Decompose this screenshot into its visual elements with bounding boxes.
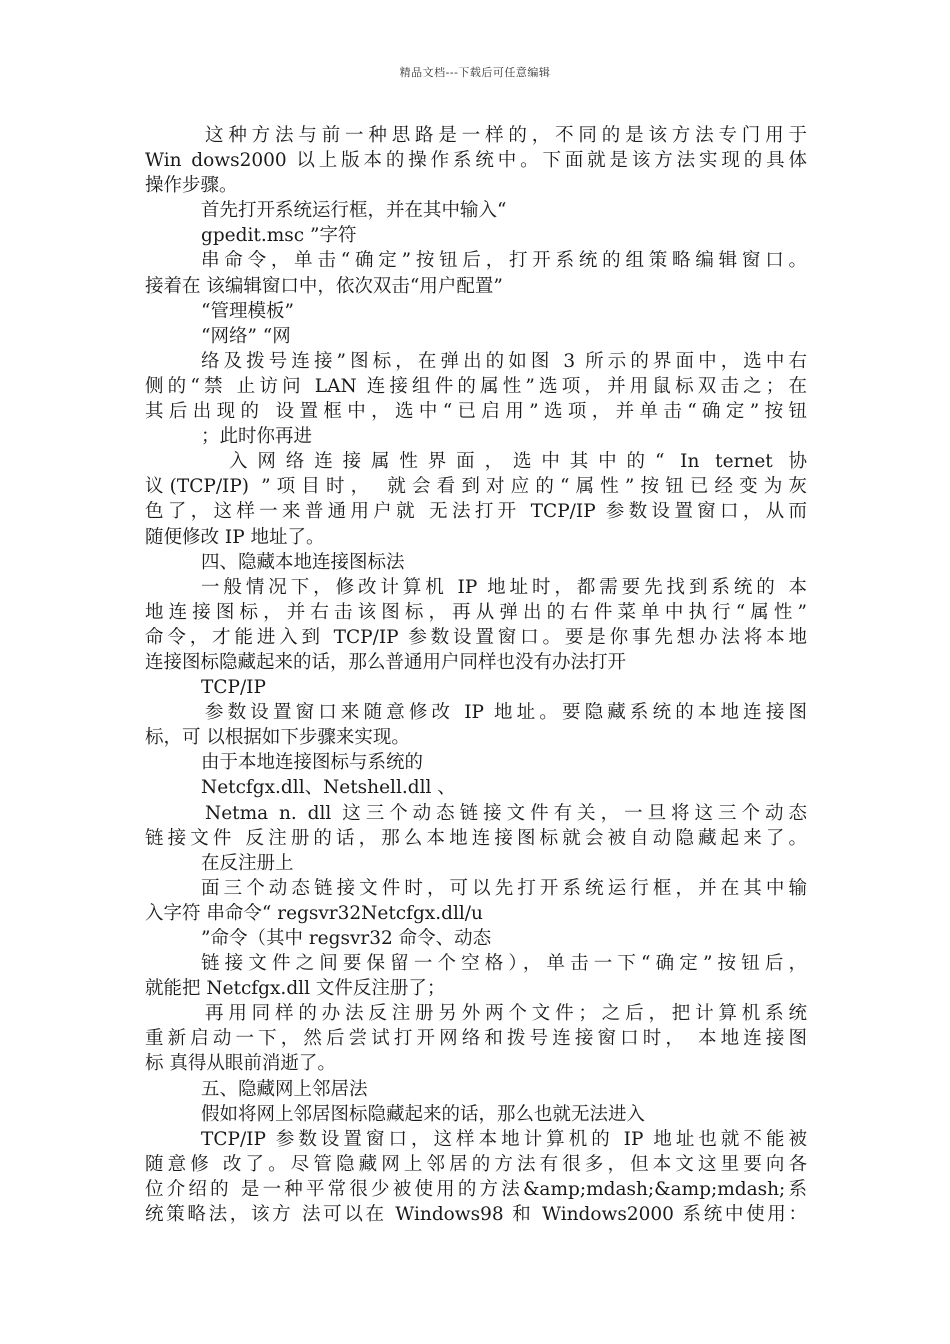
text-line: 在反注册上 [201, 852, 294, 874]
text-line: Netma n. dll 这三个动态链接文件有关，一旦将这三个动态 [205, 802, 807, 824]
text-line: “网络” “网 [201, 325, 291, 347]
text-line: 再用同样的办法反注册另外两个文件；之后，把计算机系统 [205, 1003, 807, 1025]
page-header: 精品文档---下载后可任意编辑 [399, 66, 551, 79]
text-line: 链接文件 反注册的话，那么本地连接图标就会被自动隐藏起来了。 [145, 827, 807, 849]
text-line: ；此时你再进 [201, 426, 313, 448]
text-line: TCP/IP 参数设置窗口，这样本地计算机的 IP 地址也就不能被 [201, 1128, 807, 1150]
text-line: 连接图标隐藏起来的话，那么普通用户同样也没有办法打开 [145, 651, 627, 673]
text-line: 链接文件之间要保留一个空格），单击一下“确定”按钮后， [201, 953, 807, 975]
text-line: ”命令（其中 regsvr32 命令、动态 [201, 928, 492, 949]
text-line: Win dows2000 以上版本的操作系统中。下面就是该方法实现的具体 [145, 150, 807, 172]
text-line: 首先打开系统运行框，并在其中输入“ [201, 200, 507, 222]
text-line: 假如将网上邻居图标隐藏起来的话，那么也就无法进入 [201, 1103, 646, 1125]
text-line: 其后出现的 设置框中，选中“已启用”选项，并单击“确定”按钮 [145, 401, 807, 423]
text-line: 就能把 Netcfgx.dll 文件反注册了； [145, 978, 446, 1000]
text-line: 标，可 以根据如下步骤来实现。 [145, 727, 410, 749]
text-line: 由于本地连接图标与系统的 [201, 752, 424, 774]
text-line: 位介绍的 是一种平常很少被使用的方法&amp;mdash;&amp;mdash;系 [145, 1178, 807, 1200]
text-line: 议(TCP/IP) ”项目时， 就会看到对应的“属性”按钮已经变为灰 [145, 476, 807, 498]
text-line: 操作步骤。 [145, 175, 238, 197]
text-line: 四、隐藏本地连接图标法 [201, 551, 405, 573]
text-line: 随意修 改了。尽管隐藏网上邻居的方法有很多，但本文这里要向各 [145, 1153, 807, 1175]
text-line: TCP/IP [201, 677, 266, 699]
text-line: 侧的“禁 止访问 LAN 连接组件的属性”选项，并用鼠标双击之；在 [145, 375, 807, 397]
text-line: 一般情况下，修改计算机 IP 地址时，都需要先找到系统的 本 [201, 576, 807, 598]
text-line: 地连接图标，并右击该图标，再从弹出的右件菜单中执行“属性” [145, 601, 807, 623]
text-line: 色了，这样一来普通用户就 无法打开 TCP/IP 参数设置窗口，从而 [145, 501, 807, 523]
text-line: 入网络连接属性界面，选中其中的“ In ternet 协 [229, 451, 807, 473]
text-line: gpedit.msc ”字符 [201, 225, 357, 247]
text-line: 接着在 该编辑窗口中，依次双击“用户配置” [145, 275, 503, 297]
text-line: 标 真得从眼前消逝了。 [145, 1053, 336, 1075]
text-line: Netcfgx.dll、Netshell.dll 、 [201, 777, 456, 799]
text-line: 面三个动态链接文件时，可以先打开系统运行框，并在其中输 [201, 877, 807, 899]
text-line: 随便修改 IP 地址了。 [145, 526, 325, 548]
text-line: 串命令，单击“确定”按钮后，打开系统的组策略编辑窗口。 [201, 250, 807, 272]
text-line: 重新启动一下，然后尝试打开网络和拨号连接窗口时， 本地连接图 [145, 1028, 807, 1050]
text-line: 统策略法，该方 法可以在 Windows98 和 Windows2000 系统中使用： [145, 1204, 807, 1226]
text-line: 络及拨号连接”图标，在弹出的如图 3 所示的界面中，选中右 [201, 350, 807, 372]
text-line: 参数设置窗口来随意修改 IP 地址。要隐藏系统的本地连接图 [205, 702, 807, 724]
text-line: 五、隐藏网上邻居法 [201, 1078, 368, 1100]
text-line: “管理模板” [201, 300, 294, 322]
text-line: 入字符 串命令“ regsvr32Netcfgx.dll/u [145, 902, 483, 924]
text-line: 命令，才能进入到 TCP/IP 参数设置窗口。要是你事先想办法将本地 [145, 626, 807, 648]
text-line: 这种方法与前一种思路是一样的，不同的是该方法专门用于 [205, 125, 807, 146]
document-body [145, 123, 807, 1227]
